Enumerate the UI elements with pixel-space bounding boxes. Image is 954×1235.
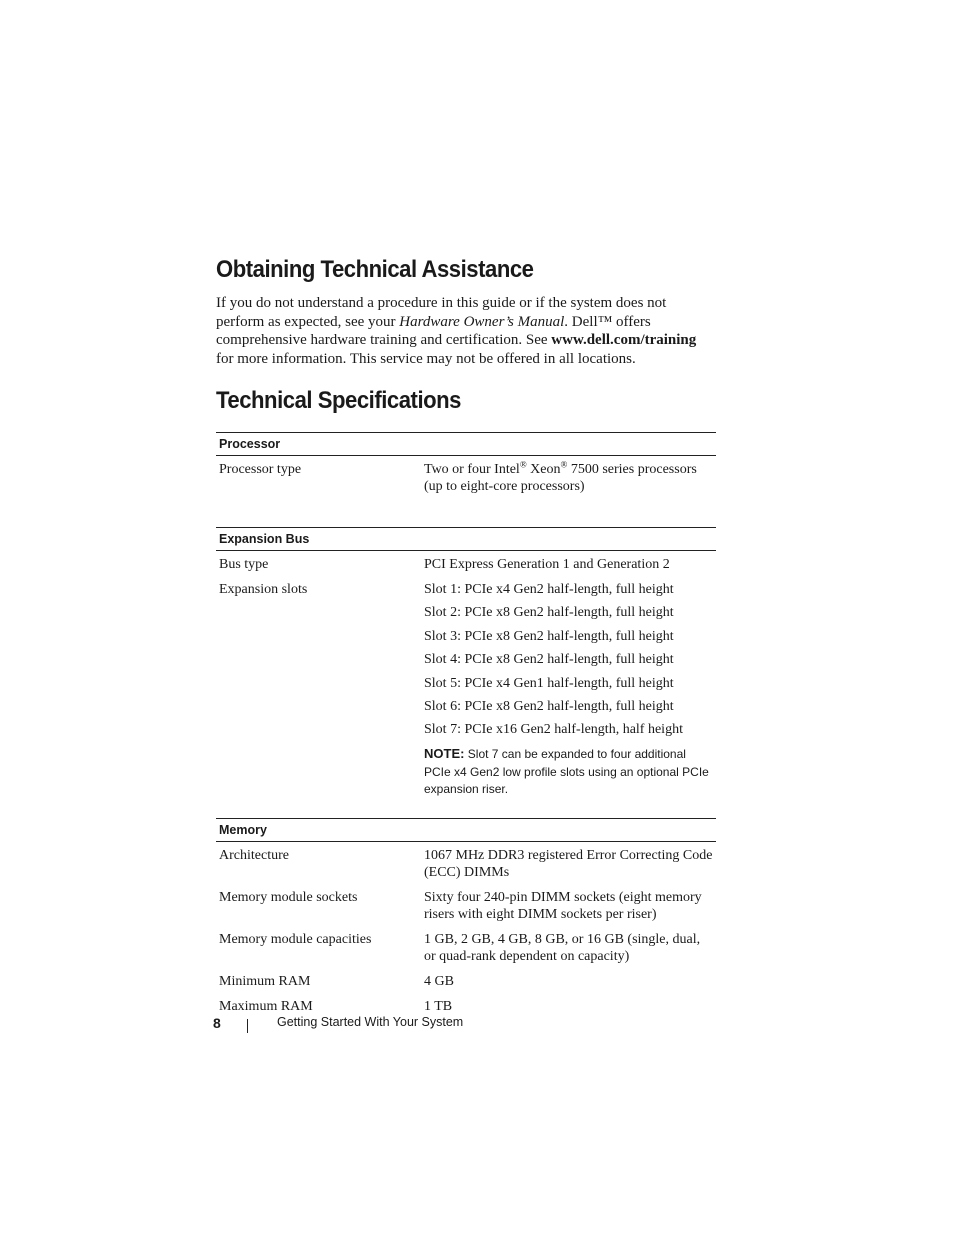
note-label: NOTE: [424, 746, 465, 762]
para-text: If you do not understand a procedure in this guide or if the system does not perform as expected, see your [216, 295, 667, 330]
spec-label: Bus type [219, 557, 269, 572]
spec-value: 1 TB [424, 998, 453, 1014]
spec-section-processor: Processor [216, 432, 716, 456]
manual-title: Hardware Owner’s Manual [399, 313, 565, 330]
spec-value: 1067 MHz DDR3 registered Error Correcting Code (ECC) DIMMs [424, 847, 713, 880]
spec-table [216, 432, 716, 1015]
spec-label: Minimum RAM [219, 973, 311, 989]
spec-section-expansion-bus: Expansion Bus [216, 527, 716, 551]
value-text: Two or four Intel [424, 462, 520, 477]
spec-label: Processor type [219, 462, 302, 477]
spec-label: Architecture [219, 847, 289, 863]
spec-label: Memory module capacities [219, 931, 372, 947]
spec-value [424, 581, 714, 799]
assistance-paragraph [216, 294, 716, 369]
para-text: for more information. This service may not be offered in all locations. [216, 351, 636, 368]
section-heading-specifications: Technical Specifications [216, 387, 462, 414]
slot-item: Slot 3: PCIe x8 Gen2 half-length, full height [424, 628, 674, 644]
footer-title: Getting Started With Your System [277, 1015, 464, 1029]
spec-value [424, 461, 714, 495]
note-text: Slot 7 can be expanded to four additional PCIe x4 Gen2 low profile slots using an optional PCIe expansion riser. [424, 747, 709, 797]
registered-mark: ® [560, 459, 568, 470]
slot-item: Slot 1: PCIe x4 Gen2 half-length, full height [424, 582, 674, 597]
spec-section-memory: Memory [216, 818, 716, 842]
spec-row [216, 990, 716, 1015]
value-text: Xeon [526, 462, 561, 477]
spec-label: Maximum RAM [219, 998, 313, 1014]
spec-value: PCI Express Generation 1 and Generation 2 [424, 557, 670, 572]
slot-item: Slot 6: PCIe x8 Gen2 half-length, full height [424, 698, 674, 714]
spec-row [216, 573, 716, 799]
footer-divider [247, 1019, 248, 1033]
spec-row [216, 842, 716, 881]
spec-row [216, 551, 716, 573]
spec-value: 4 GB [424, 973, 454, 989]
slot-item: Slot 2: PCIe x8 Gen2 half-length, full height [424, 605, 674, 621]
spec-label: Expansion slots [219, 582, 308, 597]
note-block [424, 745, 714, 799]
slot-item: Slot 4: PCIe x8 Gen2 half-length, full height [424, 652, 674, 668]
slot-item: Slot 7: PCIe x16 Gen2 half-length, half height [424, 722, 683, 738]
spec-row [216, 965, 716, 990]
spec-value: 1 GB, 2 GB, 4 GB, 8 GB, or 16 GB (single, dual, or quad-rank dependent on capacity) [424, 931, 701, 964]
section-heading-assistance: Obtaining Technical Assistance [216, 256, 534, 283]
para-text: . Dell™ offers comprehensive hardware training and certification. See [216, 313, 651, 349]
value-text: 7500 series processors (up to eight-core processors) [424, 462, 697, 494]
training-url: www.dell.com/training [551, 332, 697, 349]
spec-row [216, 456, 716, 495]
slot-item: Slot 5: PCIe x4 Gen1 half-length, full height [424, 675, 674, 691]
registered-mark: ® [519, 459, 527, 470]
spec-row [216, 881, 716, 923]
spec-label: Memory module sockets [219, 889, 358, 905]
page-number: 8 [213, 1015, 221, 1031]
spec-row [216, 923, 716, 965]
spec-value: Sixty four 240-pin DIMM sockets (eight memory risers with eight DIMM sockets per riser) [424, 889, 702, 922]
